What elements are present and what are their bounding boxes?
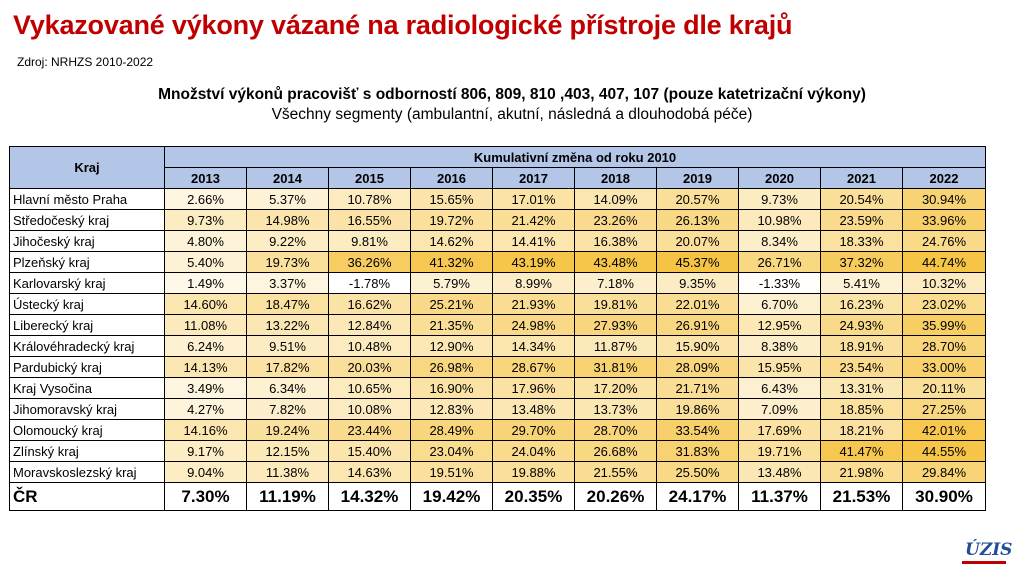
value-cell: 11.19% <box>247 483 329 511</box>
value-cell: 19.88% <box>493 462 575 483</box>
value-cell: 18.47% <box>247 294 329 315</box>
table-row <box>10 210 986 231</box>
value-cell: 41.47% <box>821 441 903 462</box>
year-header: 2013 <box>165 168 247 189</box>
value-cell: 7.30% <box>165 483 247 511</box>
value-cell: 21.53% <box>821 483 903 511</box>
value-cell: 20.35% <box>493 483 575 511</box>
value-cell: 23.44% <box>329 420 411 441</box>
value-cell: 11.08% <box>165 315 247 336</box>
region-name: Zlínský kraj <box>10 441 165 462</box>
value-cell: 35.99% <box>903 315 986 336</box>
value-cell: 26.13% <box>657 210 739 231</box>
value-cell: 10.48% <box>329 336 411 357</box>
value-cell: 28.70% <box>903 336 986 357</box>
year-header: 2018 <box>575 168 657 189</box>
table-row <box>10 189 986 210</box>
region-name: Kraj Vysočina <box>10 378 165 399</box>
value-cell: 15.65% <box>411 189 493 210</box>
value-cell: 9.17% <box>165 441 247 462</box>
value-cell: 20.54% <box>821 189 903 210</box>
value-cell: 29.84% <box>903 462 986 483</box>
value-cell: 18.33% <box>821 231 903 252</box>
value-cell: 1.49% <box>165 273 247 294</box>
value-cell: 19.86% <box>657 399 739 420</box>
value-cell: 8.38% <box>739 336 821 357</box>
value-cell: 5.40% <box>165 252 247 273</box>
value-cell: 17.82% <box>247 357 329 378</box>
value-cell: 28.67% <box>493 357 575 378</box>
region-name: Karlovarský kraj <box>10 273 165 294</box>
value-cell: 10.08% <box>329 399 411 420</box>
value-cell: 11.37% <box>739 483 821 511</box>
value-cell: 24.04% <box>493 441 575 462</box>
value-cell: 27.25% <box>903 399 986 420</box>
year-header: 2021 <box>821 168 903 189</box>
value-cell: 26.71% <box>739 252 821 273</box>
value-cell: 15.40% <box>329 441 411 462</box>
value-cell: 17.96% <box>493 378 575 399</box>
value-cell: 4.27% <box>165 399 247 420</box>
value-cell: 16.23% <box>821 294 903 315</box>
value-cell: 20.07% <box>657 231 739 252</box>
value-cell: 6.70% <box>739 294 821 315</box>
value-cell: 2.66% <box>165 189 247 210</box>
value-cell: 33.96% <box>903 210 986 231</box>
value-cell: 5.41% <box>821 273 903 294</box>
region-name: Hlavní město Praha <box>10 189 165 210</box>
value-cell: 16.55% <box>329 210 411 231</box>
value-cell: 37.32% <box>821 252 903 273</box>
value-cell: -1.33% <box>739 273 821 294</box>
region-name: Liberecký kraj <box>10 315 165 336</box>
table-row <box>10 441 986 462</box>
value-cell: 19.73% <box>247 252 329 273</box>
value-cell: 23.54% <box>821 357 903 378</box>
value-cell: 17.69% <box>739 420 821 441</box>
value-cell: 21.93% <box>493 294 575 315</box>
value-cell: 44.55% <box>903 441 986 462</box>
value-cell: 23.26% <box>575 210 657 231</box>
value-cell: 14.32% <box>329 483 411 511</box>
value-cell: 42.01% <box>903 420 986 441</box>
value-cell: 15.95% <box>739 357 821 378</box>
value-cell: -1.78% <box>329 273 411 294</box>
region-name: Olomoucký kraj <box>10 420 165 441</box>
page-title: Vykazované výkony vázané na radiologické přístroje dle krajů <box>13 10 793 40</box>
value-cell: 24.93% <box>821 315 903 336</box>
value-cell: 12.90% <box>411 336 493 357</box>
value-cell: 14.34% <box>493 336 575 357</box>
value-cell: 6.24% <box>165 336 247 357</box>
region-name: Moravskoslezský kraj <box>10 462 165 483</box>
value-cell: 13.31% <box>821 378 903 399</box>
value-cell: 28.70% <box>575 420 657 441</box>
logo-underline <box>962 561 1006 564</box>
value-cell: 19.51% <box>411 462 493 483</box>
value-cell: 23.04% <box>411 441 493 462</box>
year-header: 2022 <box>903 168 986 189</box>
value-cell: 14.60% <box>165 294 247 315</box>
table-row <box>10 378 986 399</box>
value-cell: 14.98% <box>247 210 329 231</box>
value-cell: 9.73% <box>165 210 247 231</box>
value-cell: 33.00% <box>903 357 986 378</box>
table-subtitle-bold: Množství výkonů pracovišť s odborností 806, 809, 810 ,403, 407, 107 (pouze katetrizační výkony) <box>158 86 866 103</box>
value-cell: 19.72% <box>411 210 493 231</box>
value-cell: 16.38% <box>575 231 657 252</box>
value-cell: 8.99% <box>493 273 575 294</box>
value-cell: 21.35% <box>411 315 493 336</box>
region-header: Kraj <box>10 147 165 189</box>
year-header: 2019 <box>657 168 739 189</box>
value-cell: 14.16% <box>165 420 247 441</box>
value-cell: 25.50% <box>657 462 739 483</box>
value-cell: 15.90% <box>657 336 739 357</box>
value-cell: 22.01% <box>657 294 739 315</box>
value-cell: 8.34% <box>739 231 821 252</box>
value-cell: 11.38% <box>247 462 329 483</box>
uzis-logo: ÚZIS <box>965 540 1013 560</box>
region-name: Plzeňský kraj <box>10 252 165 273</box>
value-cell: 13.73% <box>575 399 657 420</box>
value-cell: 43.48% <box>575 252 657 273</box>
year-header: 2020 <box>739 168 821 189</box>
value-cell: 21.55% <box>575 462 657 483</box>
value-cell: 41.32% <box>411 252 493 273</box>
value-cell: 30.94% <box>903 189 986 210</box>
region-name: ČR <box>10 483 165 511</box>
value-cell: 14.09% <box>575 189 657 210</box>
value-cell: 19.24% <box>247 420 329 441</box>
value-cell: 43.19% <box>493 252 575 273</box>
value-cell: 29.70% <box>493 420 575 441</box>
table-row <box>10 357 986 378</box>
table-row <box>10 462 986 483</box>
region-name: Pardubický kraj <box>10 357 165 378</box>
value-cell: 7.18% <box>575 273 657 294</box>
value-cell: 20.26% <box>575 483 657 511</box>
year-header: 2015 <box>329 168 411 189</box>
table-row <box>10 252 986 273</box>
value-cell: 12.83% <box>411 399 493 420</box>
value-cell: 27.93% <box>575 315 657 336</box>
value-cell: 13.22% <box>247 315 329 336</box>
value-cell: 14.13% <box>165 357 247 378</box>
value-cell: 26.91% <box>657 315 739 336</box>
region-name: Jihomoravský kraj <box>10 399 165 420</box>
year-header: 2014 <box>247 168 329 189</box>
region-name: Ústecký kraj <box>10 294 165 315</box>
value-cell: 10.98% <box>739 210 821 231</box>
value-cell: 12.15% <box>247 441 329 462</box>
value-cell: 3.37% <box>247 273 329 294</box>
value-cell: 36.26% <box>329 252 411 273</box>
value-cell: 21.42% <box>493 210 575 231</box>
value-cell: 14.62% <box>411 231 493 252</box>
value-cell: 20.03% <box>329 357 411 378</box>
year-header: 2016 <box>411 168 493 189</box>
source-note: Zdroj: NRHZS 2010-2022 <box>17 55 154 69</box>
value-cell: 7.82% <box>247 399 329 420</box>
table-row <box>10 231 986 252</box>
value-cell: 24.17% <box>657 483 739 511</box>
value-cell: 4.80% <box>165 231 247 252</box>
value-cell: 18.21% <box>821 420 903 441</box>
value-cell: 9.35% <box>657 273 739 294</box>
value-cell: 31.81% <box>575 357 657 378</box>
value-cell: 20.57% <box>657 189 739 210</box>
value-cell: 23.59% <box>821 210 903 231</box>
value-cell: 9.04% <box>165 462 247 483</box>
value-cell: 28.09% <box>657 357 739 378</box>
value-cell: 24.98% <box>493 315 575 336</box>
table-subtitle: Všechny segmenty (ambulantní, akutní, následná a dlouhodobá péče) <box>271 106 753 123</box>
table-row <box>10 294 986 315</box>
value-cell: 5.37% <box>247 189 329 210</box>
value-cell: 6.43% <box>739 378 821 399</box>
year-header: 2017 <box>493 168 575 189</box>
value-cell: 45.37% <box>657 252 739 273</box>
value-cell: 9.81% <box>329 231 411 252</box>
value-cell: 18.85% <box>821 399 903 420</box>
value-cell: 23.02% <box>903 294 986 315</box>
value-cell: 12.84% <box>329 315 411 336</box>
region-name: Královéhradecký kraj <box>10 336 165 357</box>
value-cell: 13.48% <box>493 399 575 420</box>
value-cell: 26.68% <box>575 441 657 462</box>
value-cell: 33.54% <box>657 420 739 441</box>
value-cell: 26.98% <box>411 357 493 378</box>
table-row <box>10 273 986 294</box>
region-name: Jihočeský kraj <box>10 231 165 252</box>
value-cell: 28.49% <box>411 420 493 441</box>
value-cell: 14.63% <box>329 462 411 483</box>
value-cell: 14.41% <box>493 231 575 252</box>
value-cell: 12.95% <box>739 315 821 336</box>
value-cell: 30.90% <box>903 483 986 511</box>
value-cell: 17.01% <box>493 189 575 210</box>
table-row <box>10 336 986 357</box>
value-cell: 11.87% <box>575 336 657 357</box>
value-cell: 10.65% <box>329 378 411 399</box>
region-name: Středočeský kraj <box>10 210 165 231</box>
value-cell: 19.71% <box>739 441 821 462</box>
value-cell: 10.78% <box>329 189 411 210</box>
value-cell: 9.51% <box>247 336 329 357</box>
value-cell: 25.21% <box>411 294 493 315</box>
value-cell: 31.83% <box>657 441 739 462</box>
value-cell: 10.32% <box>903 273 986 294</box>
table-row <box>10 420 986 441</box>
value-cell: 5.79% <box>411 273 493 294</box>
value-cell: 19.42% <box>411 483 493 511</box>
value-cell: 7.09% <box>739 399 821 420</box>
value-cell: 9.73% <box>739 189 821 210</box>
value-cell: 9.22% <box>247 231 329 252</box>
table-row <box>10 315 986 336</box>
value-cell: 44.74% <box>903 252 986 273</box>
value-cell: 17.20% <box>575 378 657 399</box>
value-cell: 3.49% <box>165 378 247 399</box>
value-cell: 6.34% <box>247 378 329 399</box>
value-cell: 19.81% <box>575 294 657 315</box>
table-row <box>10 399 986 420</box>
data-table <box>9 146 986 511</box>
value-cell: 18.91% <box>821 336 903 357</box>
total-row <box>10 483 986 511</box>
value-cell: 21.71% <box>657 378 739 399</box>
group-header: Kumulativní změna od roku 2010 <box>165 147 986 168</box>
value-cell: 24.76% <box>903 231 986 252</box>
value-cell: 21.98% <box>821 462 903 483</box>
value-cell: 16.90% <box>411 378 493 399</box>
value-cell: 13.48% <box>739 462 821 483</box>
value-cell: 20.11% <box>903 378 986 399</box>
value-cell: 16.62% <box>329 294 411 315</box>
